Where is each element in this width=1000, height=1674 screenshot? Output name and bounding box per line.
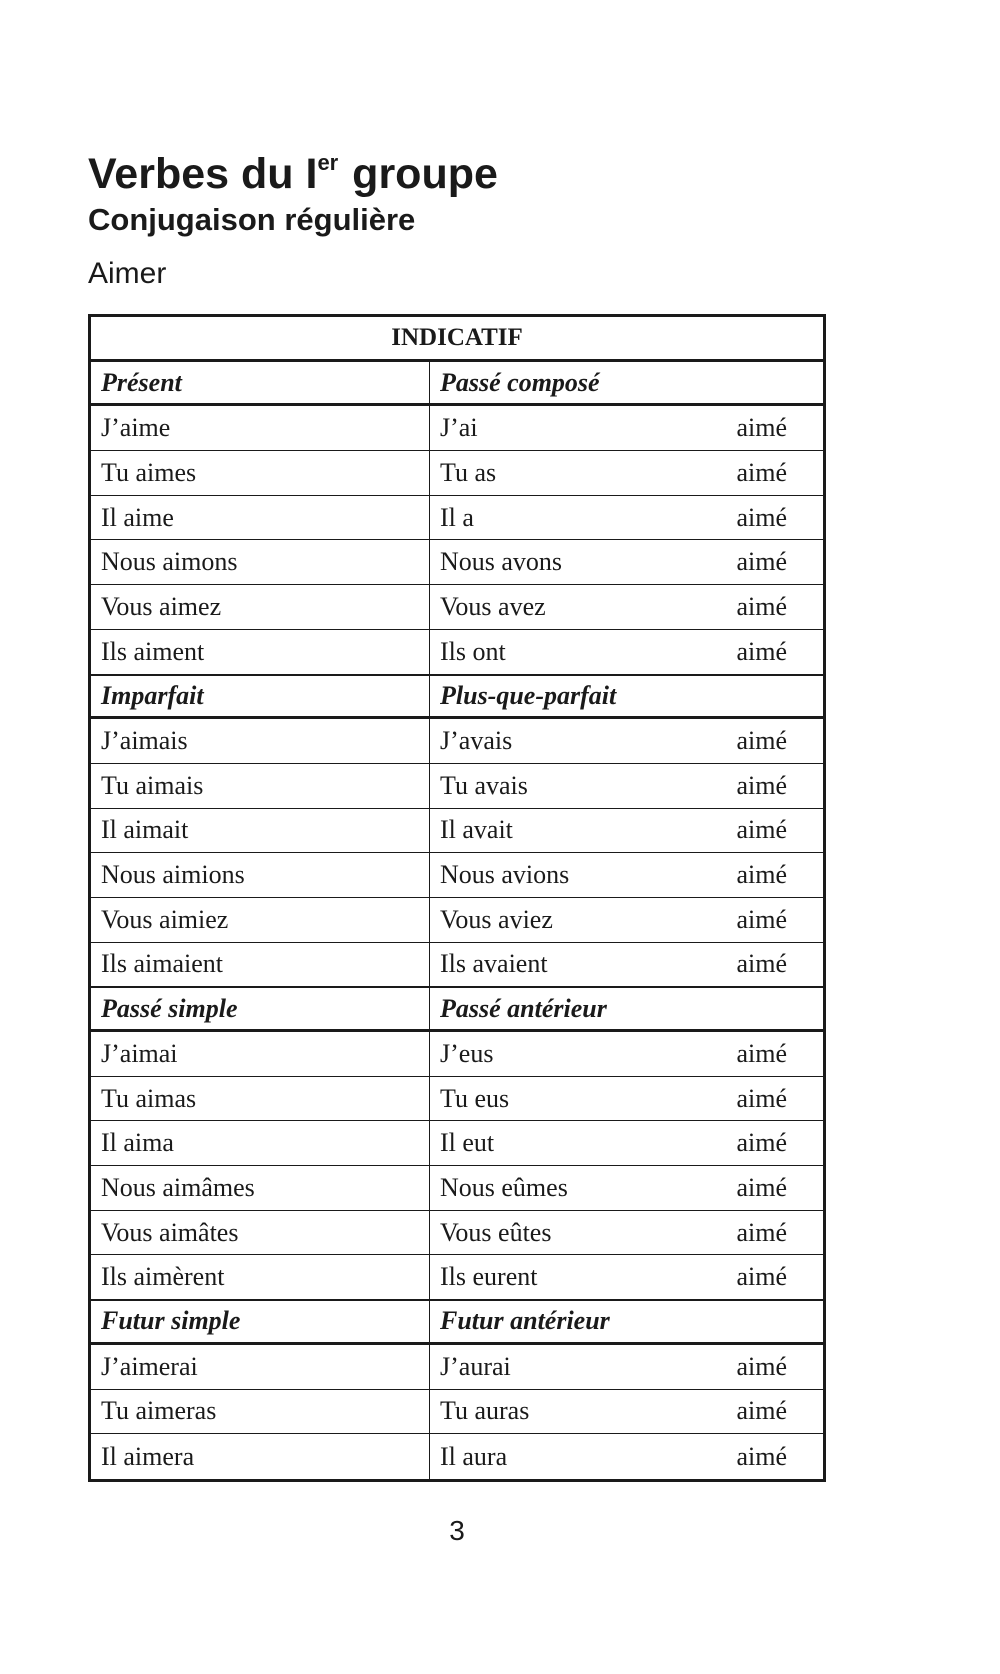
simple-tense-form: Ils aiment [91,630,430,674]
past-participle: aimé [736,1172,787,1202]
past-participle: aimé [736,1441,787,1471]
compound-tense-cell [430,853,823,897]
past-participle: aimé [736,815,787,845]
conjugation-table [88,314,826,1482]
page-number: 3 [449,1515,465,1546]
simple-tense-form: Nous aimâmes [91,1166,430,1210]
compound-tense-cell [430,1121,823,1165]
auxiliary-form: J’ai [440,413,478,443]
past-participle: aimé [736,726,787,756]
compound-tense-cell [430,809,823,853]
compound-tense-cell [430,1211,823,1255]
compound-tense-cell [430,496,823,540]
table-row [91,630,823,675]
table-row [91,943,823,988]
simple-tense-form: Il aimait [91,809,430,853]
past-participle: aimé [736,770,787,800]
table-row [91,451,823,496]
table-row [91,496,823,541]
compound-tense-cell [430,540,823,584]
table-row [91,809,823,854]
tense-label-right: Passé composé [440,367,600,397]
past-participle: aimé [736,591,787,621]
table-row [91,1121,823,1166]
auxiliary-form: J’avais [440,726,513,756]
table-row [91,898,823,943]
table-row [91,1255,823,1300]
auxiliary-form: Il aura [440,1441,508,1471]
simple-tense-form: Tu aimes [91,451,430,495]
past-participle: aimé [736,457,787,487]
simple-tense-form: Il aime [91,496,430,540]
simple-tense-form: J’aimerai [91,1345,430,1389]
simple-tense-form: Il aima [91,1121,430,1165]
simple-tense-form: Ils aimèrent [91,1255,430,1299]
compound-tense-cell [430,451,823,495]
tense-label-right: Plus-que-parfait [440,680,617,710]
simple-tense-form: J’aime [91,406,430,450]
simple-tense-form: Nous aimons [91,540,430,584]
tense-label-right: Passé antérieur [440,993,607,1023]
table-row [91,1032,823,1077]
compound-tense-cell [430,585,823,629]
compound-tense-cell [430,630,823,674]
page-title-main: Verbes du I [88,149,318,198]
compound-tense-cell [430,1032,823,1076]
compound-tense-cell [430,764,823,808]
past-participle: aimé [736,1351,787,1381]
simple-tense-form: Il aimera [91,1434,430,1479]
simple-tense-form: Tu aimeras [91,1390,430,1434]
auxiliary-form: Ils avaient [440,949,548,979]
past-participle: aimé [736,1083,787,1113]
auxiliary-form: Nous eûmes [440,1172,568,1202]
simple-tense-form: Vous aimez [91,585,430,629]
past-participle: aimé [736,1217,787,1247]
simple-tense-form: Tu aimais [91,764,430,808]
tense-header-row [91,362,823,407]
tense-header-row [91,987,823,1032]
compound-tense-cell [430,898,823,942]
past-participle: aimé [736,547,787,577]
tense-label-left: Passé simple [91,988,430,1029]
compound-tense-cell [430,1434,823,1479]
tense-label-left: Présent [91,362,430,404]
auxiliary-form: Vous eûtes [440,1217,552,1247]
past-participle: aimé [736,502,787,532]
auxiliary-form: Ils ont [440,636,506,666]
past-participle: aimé [736,904,787,934]
past-participle: aimé [736,949,787,979]
compound-tense-cell [430,719,823,763]
tense-label-right: Futur antérieur [440,1306,610,1336]
past-participle: aimé [736,860,787,890]
table-row [91,1166,823,1211]
past-participle: aimé [736,1038,787,1068]
table-row [91,853,823,898]
auxiliary-form: Tu eus [440,1083,510,1113]
auxiliary-form: Nous avons [440,547,563,577]
compound-tense-cell [430,1077,823,1121]
simple-tense-form: Tu aimas [91,1077,430,1121]
past-participle: aimé [736,1128,787,1158]
auxiliary-form: Tu auras [440,1396,530,1426]
table-row [91,1434,823,1479]
simple-tense-form: J’aimai [91,1032,430,1076]
table-row [91,585,823,630]
table-header-row [91,317,823,362]
past-participle: aimé [736,1262,787,1292]
auxiliary-form: Il a [440,502,474,532]
page-subtitle: Conjugaison régulière [88,202,416,237]
auxiliary-form: J’eus [440,1038,494,1068]
simple-tense-form: J’aimais [91,719,430,763]
page-title-superscript: er [317,150,339,176]
past-participle: aimé [736,413,787,443]
table-row [91,1077,823,1122]
auxiliary-form: Il avait [440,815,513,845]
auxiliary-form: Il eut [440,1128,495,1158]
past-participle: aimé [736,1396,787,1426]
simple-tense-form: Nous aimions [91,853,430,897]
simple-tense-form: Vous aimiez [91,898,430,942]
compound-tense-cell [430,1390,823,1434]
table-row [91,406,823,451]
page-title [88,149,498,198]
table-row [91,1211,823,1256]
table-row [91,1390,823,1435]
compound-tense-cell [430,1345,823,1389]
tense-header-row [91,1300,823,1345]
verb-name: Aimer [88,257,167,290]
table-row [91,1345,823,1390]
table-row [91,719,823,764]
simple-tense-form: Vous aimâtes [91,1211,430,1255]
tense-header-row [91,675,823,720]
compound-tense-cell [430,1166,823,1210]
auxiliary-form: J’aurai [440,1351,511,1381]
mood-header: INDICATIF [391,323,523,351]
auxiliary-form: Tu avais [440,770,528,800]
compound-tense-cell [430,406,823,450]
compound-tense-cell [430,1255,823,1299]
tense-label-left: Imparfait [91,676,430,717]
table-row [91,764,823,809]
past-participle: aimé [736,636,787,666]
auxiliary-form: Tu as [440,457,497,487]
compound-tense-cell [430,943,823,987]
table-row [91,540,823,585]
auxiliary-form: Ils eurent [440,1262,538,1292]
auxiliary-form: Nous avions [440,860,570,890]
simple-tense-form: Ils aimaient [91,943,430,987]
auxiliary-form: Vous aviez [440,904,553,934]
tense-label-left: Futur simple [91,1301,430,1342]
page-title-end: groupe [340,149,498,198]
auxiliary-form: Vous avez [440,591,546,621]
